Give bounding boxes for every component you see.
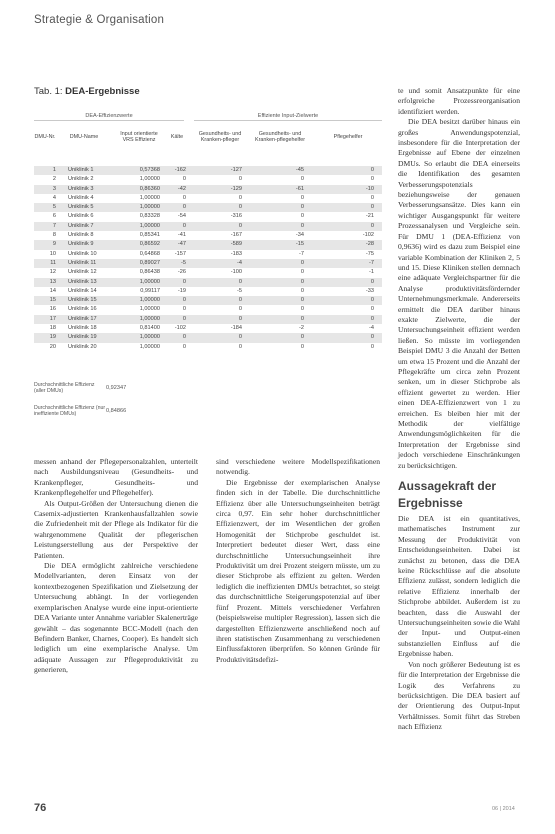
table-cell-k: 0 xyxy=(182,306,186,313)
table-row xyxy=(34,333,382,342)
table-cell-g1: 0 xyxy=(238,343,242,350)
summary-inefficient-label: Durchschnittliche Effizienz (nur ineffiziente DMUs) xyxy=(34,405,106,418)
table-cell-p: -10 xyxy=(365,185,374,192)
table-cell-k: -42 xyxy=(177,185,186,192)
paragraph: Von noch größerer Bedeutung ist es für die Interpretation der Ergebnisse die Logik des Verfahrens zu berücksichtigen. Die DEA basiert auf der Orientierung des Output-Input Verhältnisses. Somit führt das Streben nach Effizienz xyxy=(398,659,520,732)
table-cell-g1: 0 xyxy=(238,297,242,304)
table-cell-dmu: 4 xyxy=(52,194,56,201)
table-cell-name: Uniklinik 16 xyxy=(68,306,97,313)
paragraph: sind verschiedene weitere Modellspezifikationen notwendig. xyxy=(216,457,380,477)
col-header-gkph: Gesundheits- und Kranken-pflegehelfer xyxy=(254,130,306,143)
table-cell-p: 0 xyxy=(370,222,374,229)
table-cell-name: Uniklinik 8 xyxy=(68,232,94,239)
table-cell-dmu: 20 xyxy=(49,343,56,350)
table-cell-g2: 0 xyxy=(300,176,304,183)
table-cell-name: Uniklinik 12 xyxy=(68,269,97,276)
table-cell-dmu: 2 xyxy=(52,176,56,183)
table-cell-k: -47 xyxy=(177,241,186,248)
paragraph: Die DEA ist ein quantitatives, mathematisches Instrument zur Messung der Produktivität von Entscheidungseinheiten. Dabei ist zunächst zu betonen, dass die DEA keine Rückschlüsse auf die absolute Effizienz zulässt, sondern lediglich die relative Effizienz innerhalb der Stichprobe abbildet. Außerdem ist zu beachten, dass die Auswahl der Untersuchungseinheiten sowie die Wahl der Input- und Output-einen substanziellen Einfluss auf die Ergebnisse haben. xyxy=(398,514,520,659)
table-cell-g2: -45 xyxy=(295,167,304,173)
table-cell-g2: 0 xyxy=(300,204,304,211)
paragraph: Die DEA ermöglicht zahlreiche verschiedene Modellvarianten, deren Einsatz von der kontextbezogenen Spezifikation und Zielsetzung der Untersuchung abhängt. In der vorliegenden exemplarischen Analyse wurde eine input-orientierte DEA Variante unter Annahme variabler Skalenerträge gewählt – das sogenannte BCC-Modell (nach den Befindern Banker, Charnes, Cooper). Es handelt sich lediglich um eine exemplarische Analyse. Um adäquate Aussagen zur Pflegeproduktivität zu generieren, xyxy=(34,561,198,675)
summary-all xyxy=(34,382,174,394)
table-cell-eff: 0,86592 xyxy=(139,241,160,248)
table-cell-k: 0 xyxy=(182,297,186,304)
table-cell-k: 0 xyxy=(182,222,186,229)
table-cell-dmu: 6 xyxy=(52,213,56,220)
table-cell-k: -162 xyxy=(174,167,186,173)
table-cell-p: -33 xyxy=(365,287,374,294)
table-cell-dmu: 14 xyxy=(49,287,56,294)
table-row xyxy=(34,305,382,314)
table-cell-g2: 0 xyxy=(300,222,304,229)
table-cell-dmu: 13 xyxy=(49,278,56,285)
table-cell-g2: -7 xyxy=(299,250,304,257)
paragraph: Die DEA besitzt darüber hinaus ein großes Anwendungspotenzial, insbesondere für die Interpretation der Ergebnisse auf Ebene der einzelnen DMUs. So erlaubt die DEA einerseits die Identifikation des gesamten Verbesserungspotenzials beziehungsweise der genauen Verbesserungsansätze. Dies kann ein wichtiger Ausgangspunkt für weitere Prozessanalysen und Vergleiche sein. Für DMU 1 (DEA-Effizienz von 0,9636) wird es dazu zum Beispiel eine variable Kombination der Kliniken 2, 5 und 15. Diese Kliniken stellen demnach eine adäquate Vergleichspartner für die Analyse produktivitätsfördernder Unternehmungsmerkmale. Andererseits ermittelt die DEA darüber hinaus exakte Zielwerte, die der Untersuchungseinheit effizient werden ließen. So müsste im vorliegenden Beispiel DMU 3 die Anzahl der Betten um etwa 15 Prozent und die Anzahl der Pflegekräfte um circa zehn Prozent senken, um in dieser Stichprobe als effizient gewertet zu werden. Hier einen DEA-Effizienzwert von 1 zu erreichen. Es bleiben hier mit der Methodik der vielfältige Anwendungsmöglichkeiten für die Interpretation der Ergebnisse sind jedoch verschiedene Einschränkungen zu berücksichtigen. xyxy=(398,117,520,470)
col-header-pflegehelfer: Pflegehelfer xyxy=(333,133,363,140)
table-row xyxy=(34,343,382,352)
table-cell-g2: 0 xyxy=(300,343,304,350)
table-cell-name: Uniklinik 10 xyxy=(68,250,97,257)
table-cell-g1: 0 xyxy=(238,278,242,285)
table-cell-g2: 0 xyxy=(300,334,304,341)
table-cell-eff: 0,64868 xyxy=(139,250,160,257)
table-cell-p: 0 xyxy=(370,167,374,173)
summary-all-label: Durchschnittliche Effizienz (aller DMUs) xyxy=(34,382,95,395)
paragraph: messen anhand der Pflegepersonalzahlen, unterteilt nach Ausbildungsniveau (Gesundheits- und Krankenpfleger, Gesundheits- und Krankenpflegehelfer und Pflegehelfer). xyxy=(34,457,198,498)
table-cell-g1: -183 xyxy=(230,250,242,257)
table-row xyxy=(34,185,382,194)
table-cell-eff: 1,00000 xyxy=(139,306,160,313)
table-cell-p: 0 xyxy=(370,315,374,322)
table-cell-name: Uniklinik 4 xyxy=(68,194,94,201)
table-cell-g2: 0 xyxy=(300,194,304,201)
table-cell-dmu: 8 xyxy=(52,232,56,239)
col-header-name: DMU-Name xyxy=(69,133,99,140)
table-cell-dmu: 9 xyxy=(52,241,56,248)
table-cell-p: -7 xyxy=(369,259,374,266)
table-cell-dmu: 18 xyxy=(49,325,56,332)
table-cell-g2: -2 xyxy=(299,325,304,332)
table-cell-k: 0 xyxy=(182,278,186,285)
table-cell-g2: 0 xyxy=(300,269,304,276)
summary-inefficient-value: 0,84866 xyxy=(106,408,127,414)
table-cell-k: -26 xyxy=(177,269,186,276)
table-cell-eff: 1,00000 xyxy=(139,343,160,350)
table-row xyxy=(34,231,382,240)
table-cell-g1: 0 xyxy=(238,194,242,201)
page-number: 76 xyxy=(34,802,47,814)
table-cell-dmu: 10 xyxy=(49,250,56,257)
issue-label: 06 | 2014 xyxy=(492,806,515,812)
table-row xyxy=(34,203,382,212)
table-cell-g2: 0 xyxy=(300,213,304,220)
table-cell-g2: -34 xyxy=(295,232,304,239)
table-cell-dmu: 3 xyxy=(52,185,56,192)
table-cell-name: Uniklinik 17 xyxy=(68,315,97,322)
table-body xyxy=(34,166,382,352)
table-cell-p: -21 xyxy=(365,213,374,220)
table-cell-p: -102 xyxy=(362,232,374,239)
table-cell-eff: 1,00000 xyxy=(139,222,160,229)
table-cell-name: Uniklinik 2 xyxy=(68,176,94,183)
table-cell-k: -102 xyxy=(174,325,186,332)
table-row xyxy=(34,250,382,259)
table-cell-g2: 0 xyxy=(300,315,304,322)
table-row xyxy=(34,268,382,277)
middle-column-text xyxy=(216,457,380,665)
table-cell-k: -5 xyxy=(181,259,186,266)
table-cell-g1: 0 xyxy=(238,176,242,183)
table-row xyxy=(34,166,382,175)
table-cell-p: -28 xyxy=(365,241,374,248)
table-cell-eff: 0,85341 xyxy=(139,232,160,239)
table-cell-p: 0 xyxy=(370,278,374,285)
left-column-text xyxy=(34,457,198,676)
table-cell-p: 0 xyxy=(370,306,374,313)
table-cell-p: 0 xyxy=(370,334,374,341)
section-heading: Strategie & Organisation xyxy=(34,14,165,26)
group-header-targets: Effiziente Input-Zielwerte xyxy=(194,112,382,121)
table-cell-g1: -589 xyxy=(230,241,242,248)
col-header-kaelte: Kälte xyxy=(170,133,184,140)
table-cell-g2: 0 xyxy=(300,287,304,294)
table-cell-eff: 1,00000 xyxy=(139,176,160,183)
table-cell-eff: 1,00000 xyxy=(139,204,160,211)
table-cell-eff: 1,00000 xyxy=(139,297,160,304)
table-cell-name: Uniklinik 13 xyxy=(68,278,97,285)
table-cell-eff: 1,00000 xyxy=(139,194,160,201)
table-cell-name: Uniklinik 18 xyxy=(68,325,97,332)
summary-all-value: 0,92347 xyxy=(106,385,127,391)
table-cell-dmu: 17 xyxy=(49,315,56,322)
table-cell-k: -19 xyxy=(177,287,186,294)
paragraph: te und somit Ansatzpunkte für eine erfolgreiche Prozessreorganisation identifiziert werden. xyxy=(398,86,520,116)
table-cell-g2: -15 xyxy=(295,241,304,248)
table-cell-p: 0 xyxy=(370,343,374,350)
table-cell-name: Uniklinik 19 xyxy=(68,334,97,341)
table-row xyxy=(34,315,382,324)
table-cell-name: Uniklinik 20 xyxy=(68,343,97,350)
table-row xyxy=(34,222,382,231)
table-row xyxy=(34,287,382,296)
table-cell-name: Uniklinik 7 xyxy=(68,222,94,229)
summary-inefficient xyxy=(34,405,174,417)
table-caption-title: DEA-Ergebnisse xyxy=(65,86,140,97)
table-cell-dmu: 5 xyxy=(52,204,56,211)
table-cell-g2: 0 xyxy=(300,306,304,313)
table-cell-g1: 0 xyxy=(238,306,242,313)
table-cell-k: 0 xyxy=(182,176,186,183)
table-cell-g1: 0 xyxy=(238,334,242,341)
col-header-gkp: Gesundheits- und Kranken-pfleger xyxy=(198,130,242,143)
section-subheading: Aussagekraft der Ergebnisse xyxy=(398,479,497,510)
table-cell-k: 0 xyxy=(182,204,186,211)
table-cell-dmu: 16 xyxy=(49,306,56,313)
table-cell-p: -75 xyxy=(365,250,374,257)
table-cell-name: Uniklinik 1 xyxy=(68,167,94,173)
table-row xyxy=(34,259,382,268)
table-cell-k: -54 xyxy=(177,213,186,220)
table-cell-g1: -127 xyxy=(230,167,242,173)
table-cell-g2: 0 xyxy=(300,297,304,304)
table-cell-g2: 0 xyxy=(300,278,304,285)
table-cell-eff: 0,86360 xyxy=(139,185,160,192)
table-cell-eff: 0,81400 xyxy=(139,325,160,332)
table-cell-g1: -129 xyxy=(230,185,242,192)
table-cell-k: 0 xyxy=(182,334,186,341)
table-row xyxy=(34,212,382,221)
table-cell-g1: 0 xyxy=(238,204,242,211)
table-row xyxy=(34,240,382,249)
table-row xyxy=(34,194,382,203)
table-cell-eff: 0,99117 xyxy=(140,287,160,294)
table-cell-g1: -316 xyxy=(230,213,242,220)
table-cell-eff: 1,00000 xyxy=(139,334,160,341)
table-cell-k: -41 xyxy=(177,232,186,239)
table-cell-eff: 0,57368 xyxy=(139,167,160,173)
table-cell-name: Uniklinik 15 xyxy=(68,297,97,304)
table-cell-dmu: 12 xyxy=(49,269,56,276)
table-cell-name: Uniklinik 5 xyxy=(68,204,94,211)
table-cell-eff: 0,89027 xyxy=(139,259,160,266)
group-header-efficiency: DEA-Effizienzwerte xyxy=(34,112,184,121)
table-cell-g2: -61 xyxy=(295,185,304,192)
table-cell-g1: 0 xyxy=(238,315,242,322)
table-caption-label: Tab. 1: xyxy=(34,86,63,97)
table-cell-k: -157 xyxy=(174,250,186,257)
table-cell-dmu: 19 xyxy=(49,334,56,341)
table-cell-k: 0 xyxy=(182,315,186,322)
table-cell-g1: -100 xyxy=(230,269,242,276)
table-cell-name: Uniklinik 11 xyxy=(68,259,97,266)
paragraph: Als Output-Größen der Untersuchung dienen die Casemix-adjustierten Krankenhausfallzahlen sowie die Zufriedenheit mit der Pflege als Indikator für die wahrgenommene Qualität der pflegerischen Leistungserstellung aus der Perspektive der Patienten. xyxy=(34,498,198,560)
table-cell-name: Uniklinik 3 xyxy=(68,185,94,192)
table-cell-g2: 0 xyxy=(300,259,304,266)
table-row xyxy=(34,175,382,184)
table-cell-k: 0 xyxy=(182,343,186,350)
table-cell-eff: 1,00000 xyxy=(139,278,160,285)
table-cell-dmu: 1 xyxy=(52,167,56,173)
right-column-text-bottom xyxy=(398,514,520,733)
table-cell-g1: 0 xyxy=(238,222,242,229)
table-cell-g1: -184 xyxy=(230,325,242,332)
table-cell-dmu: 11 xyxy=(50,259,56,266)
table-cell-dmu: 15 xyxy=(49,297,56,304)
table-cell-p: 0 xyxy=(370,204,374,211)
table-cell-name: Uniklinik 6 xyxy=(68,213,94,220)
col-header-efficiency: Input orientierte VRS Effizienz xyxy=(120,130,158,143)
table-cell-name: Uniklinik 14 xyxy=(68,287,97,294)
paragraph: Die Ergebnisse der exemplarischen Analyse finden sich in der Tabelle. Die durchschnittliche Effizienz über alle Untersuchungseinheiten beträgt circa 0,97. Ein sehr hoher durchschnittlicher Effizienzwert, der im Wesentlichen der großen Homogenität der Stichprobe geschuldet ist. Interpretiert bedeutet dieser Wert, dass eine durchschnittliche Untersuchungseinheit ihre Produktivität um drei Prozent steigern müsste, um zu dieser Stichprobe als effizient zu gelten. Werden lediglich die ineffizienten DMUs betrachtet, so steigt das durchschnittliche Steigerungspotenzial auf über fünf Prozent. Mittels verschiedener Verfahren (beispielsweise multipler Regression), lassen sich die dargestellten Effizienzwerte anschließend noch auf ihren statistischen Zusammenhang zu verschiedenen Einflussfaktoren überprüfen. So können Gründe für Produktivitätsdefizi- xyxy=(216,477,380,664)
table-cell-g1: -4 xyxy=(237,259,242,266)
table-cell-p: -1 xyxy=(369,269,374,276)
table-cell-eff: 0,86438 xyxy=(139,269,160,276)
table-cell-g1: -5 xyxy=(237,287,242,294)
table-cell-p: 0 xyxy=(370,194,374,201)
table-cell-p: -4 xyxy=(369,325,374,332)
table-cell-name: Uniklinik 9 xyxy=(68,241,94,248)
table-row xyxy=(34,278,382,287)
right-column-text-top xyxy=(398,86,520,471)
table-row xyxy=(34,296,382,305)
table-cell-eff: 0,83328 xyxy=(139,213,160,220)
table-row xyxy=(34,324,382,333)
col-header-dmu: DMU-Nr. xyxy=(34,133,56,140)
table-cell-k: 0 xyxy=(182,194,186,201)
table-caption xyxy=(34,86,140,97)
table-cell-p: 0 xyxy=(370,176,374,183)
table-cell-g1: -167 xyxy=(230,232,242,239)
table-cell-dmu: 7 xyxy=(52,222,56,229)
table-cell-eff: 1,00000 xyxy=(139,315,160,322)
table-cell-p: 0 xyxy=(370,297,374,304)
